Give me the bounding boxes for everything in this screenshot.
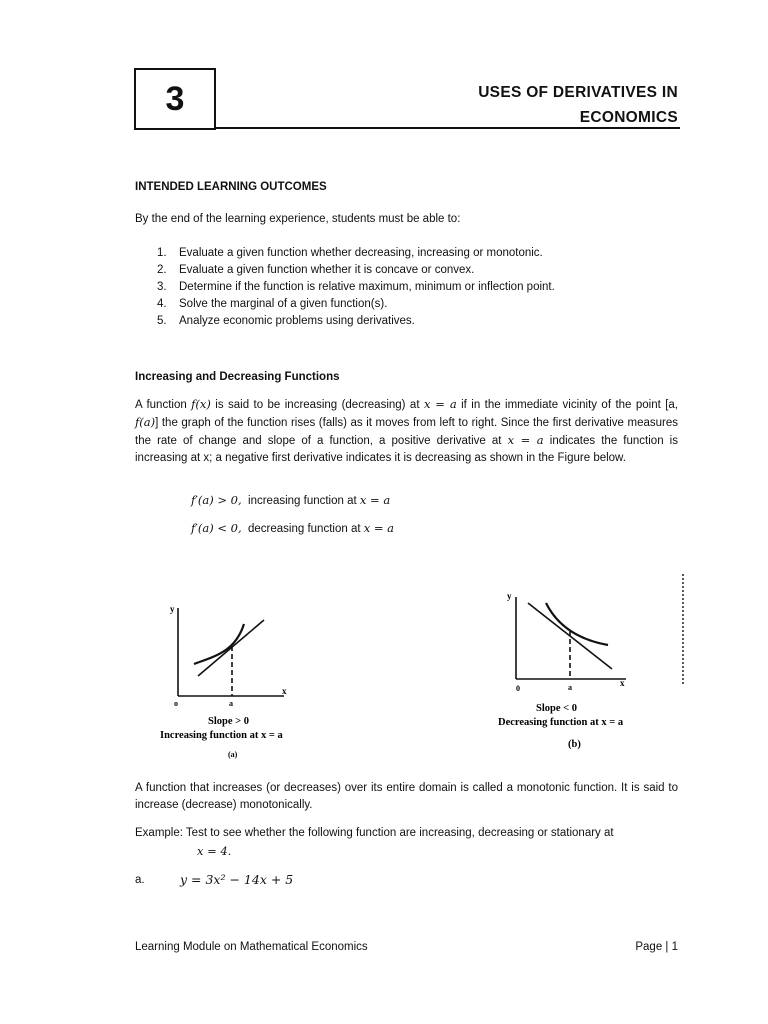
footer-page-number: Page | 1	[635, 941, 678, 953]
outcomes-list	[135, 245, 678, 330]
chapter-title	[358, 80, 678, 130]
x-axis-label: x	[282, 686, 287, 696]
list-item: 1. Evaluate a given function whether decreasing, increasing or monotonic.	[157, 247, 543, 259]
y-axis-label: y	[170, 604, 175, 614]
list-item: 4. Solve the marginal of a given function(s).	[157, 298, 388, 310]
condition-decreasing: f′(a) < 0, decreasing function at x = a	[191, 521, 395, 535]
figure-increasing	[160, 596, 320, 766]
y-axis-label: y	[507, 591, 512, 601]
figure-caption: Increasing function at x = a	[160, 730, 283, 741]
list-item: 2. Evaluate a given function whether it is concave or convex.	[157, 264, 475, 276]
chapter-title-line1: USES OF DERIVATIVES IN	[478, 84, 678, 101]
tangent-line	[198, 620, 264, 676]
list-item: 5. Analyze economic problems using derivatives.	[157, 315, 415, 327]
monotonic-paragraph: A function that increases (or decreases) over its entire domain is called a monotonic function. It is said to increase (decrease) monotonically.	[135, 782, 678, 811]
example-item-label: a.	[135, 874, 145, 886]
chapter-number: 3	[165, 79, 185, 118]
definition-paragraph: A function f(x) is said to be increasing (decreasing) at x = a if in the immediate vicinity of the point [a, f(a)] the graph of the function rises (falls) as it moves from left to right. Since the first derivative measures the rate of change and slope of a function, a positive derivative at x = a indicates the function is increasing at x; a negative first derivative indicates it is decreasing as shown in the Figure below.	[135, 397, 678, 464]
origin-label: 0	[516, 684, 520, 693]
condition-increasing: f′(a) > 0, increasing function at x = a	[191, 493, 391, 507]
chapter-number-box	[134, 68, 216, 130]
example-x-value: x = 4.	[197, 844, 232, 858]
outcomes-intro: By the end of the learning experience, students must be able to:	[135, 213, 461, 225]
slope-label: Slope > 0	[208, 716, 249, 727]
a-tick-label: a	[229, 699, 233, 708]
example-item-equation: y = 3x² − 14x + 5	[180, 872, 294, 887]
footer-module-title: Learning Module on Mathematical Economics	[135, 941, 368, 953]
figure-caption: Decreasing function at x = a	[498, 717, 624, 728]
slope-label: Slope < 0	[536, 703, 577, 714]
scan-mark	[682, 574, 686, 684]
outcomes-heading: INTENDED LEARNING OUTCOMES	[135, 181, 327, 193]
origin-label: o	[174, 699, 178, 708]
example-paragraph: Example: Test to see whether the following function are increasing, decreasing or stationary at	[135, 827, 614, 839]
x-axis-label: x	[620, 678, 625, 688]
section-heading: Increasing and Decreasing Functions	[135, 371, 340, 383]
panel-label: (a)	[228, 750, 238, 759]
list-item: 3. Determine if the function is relative maximum, minimum or inflection point.	[157, 281, 555, 293]
chapter-title-line2: ECONOMICS	[579, 109, 678, 126]
a-tick-label: a	[568, 683, 572, 692]
figure-decreasing	[496, 589, 668, 759]
panel-label: (b)	[568, 739, 581, 750]
